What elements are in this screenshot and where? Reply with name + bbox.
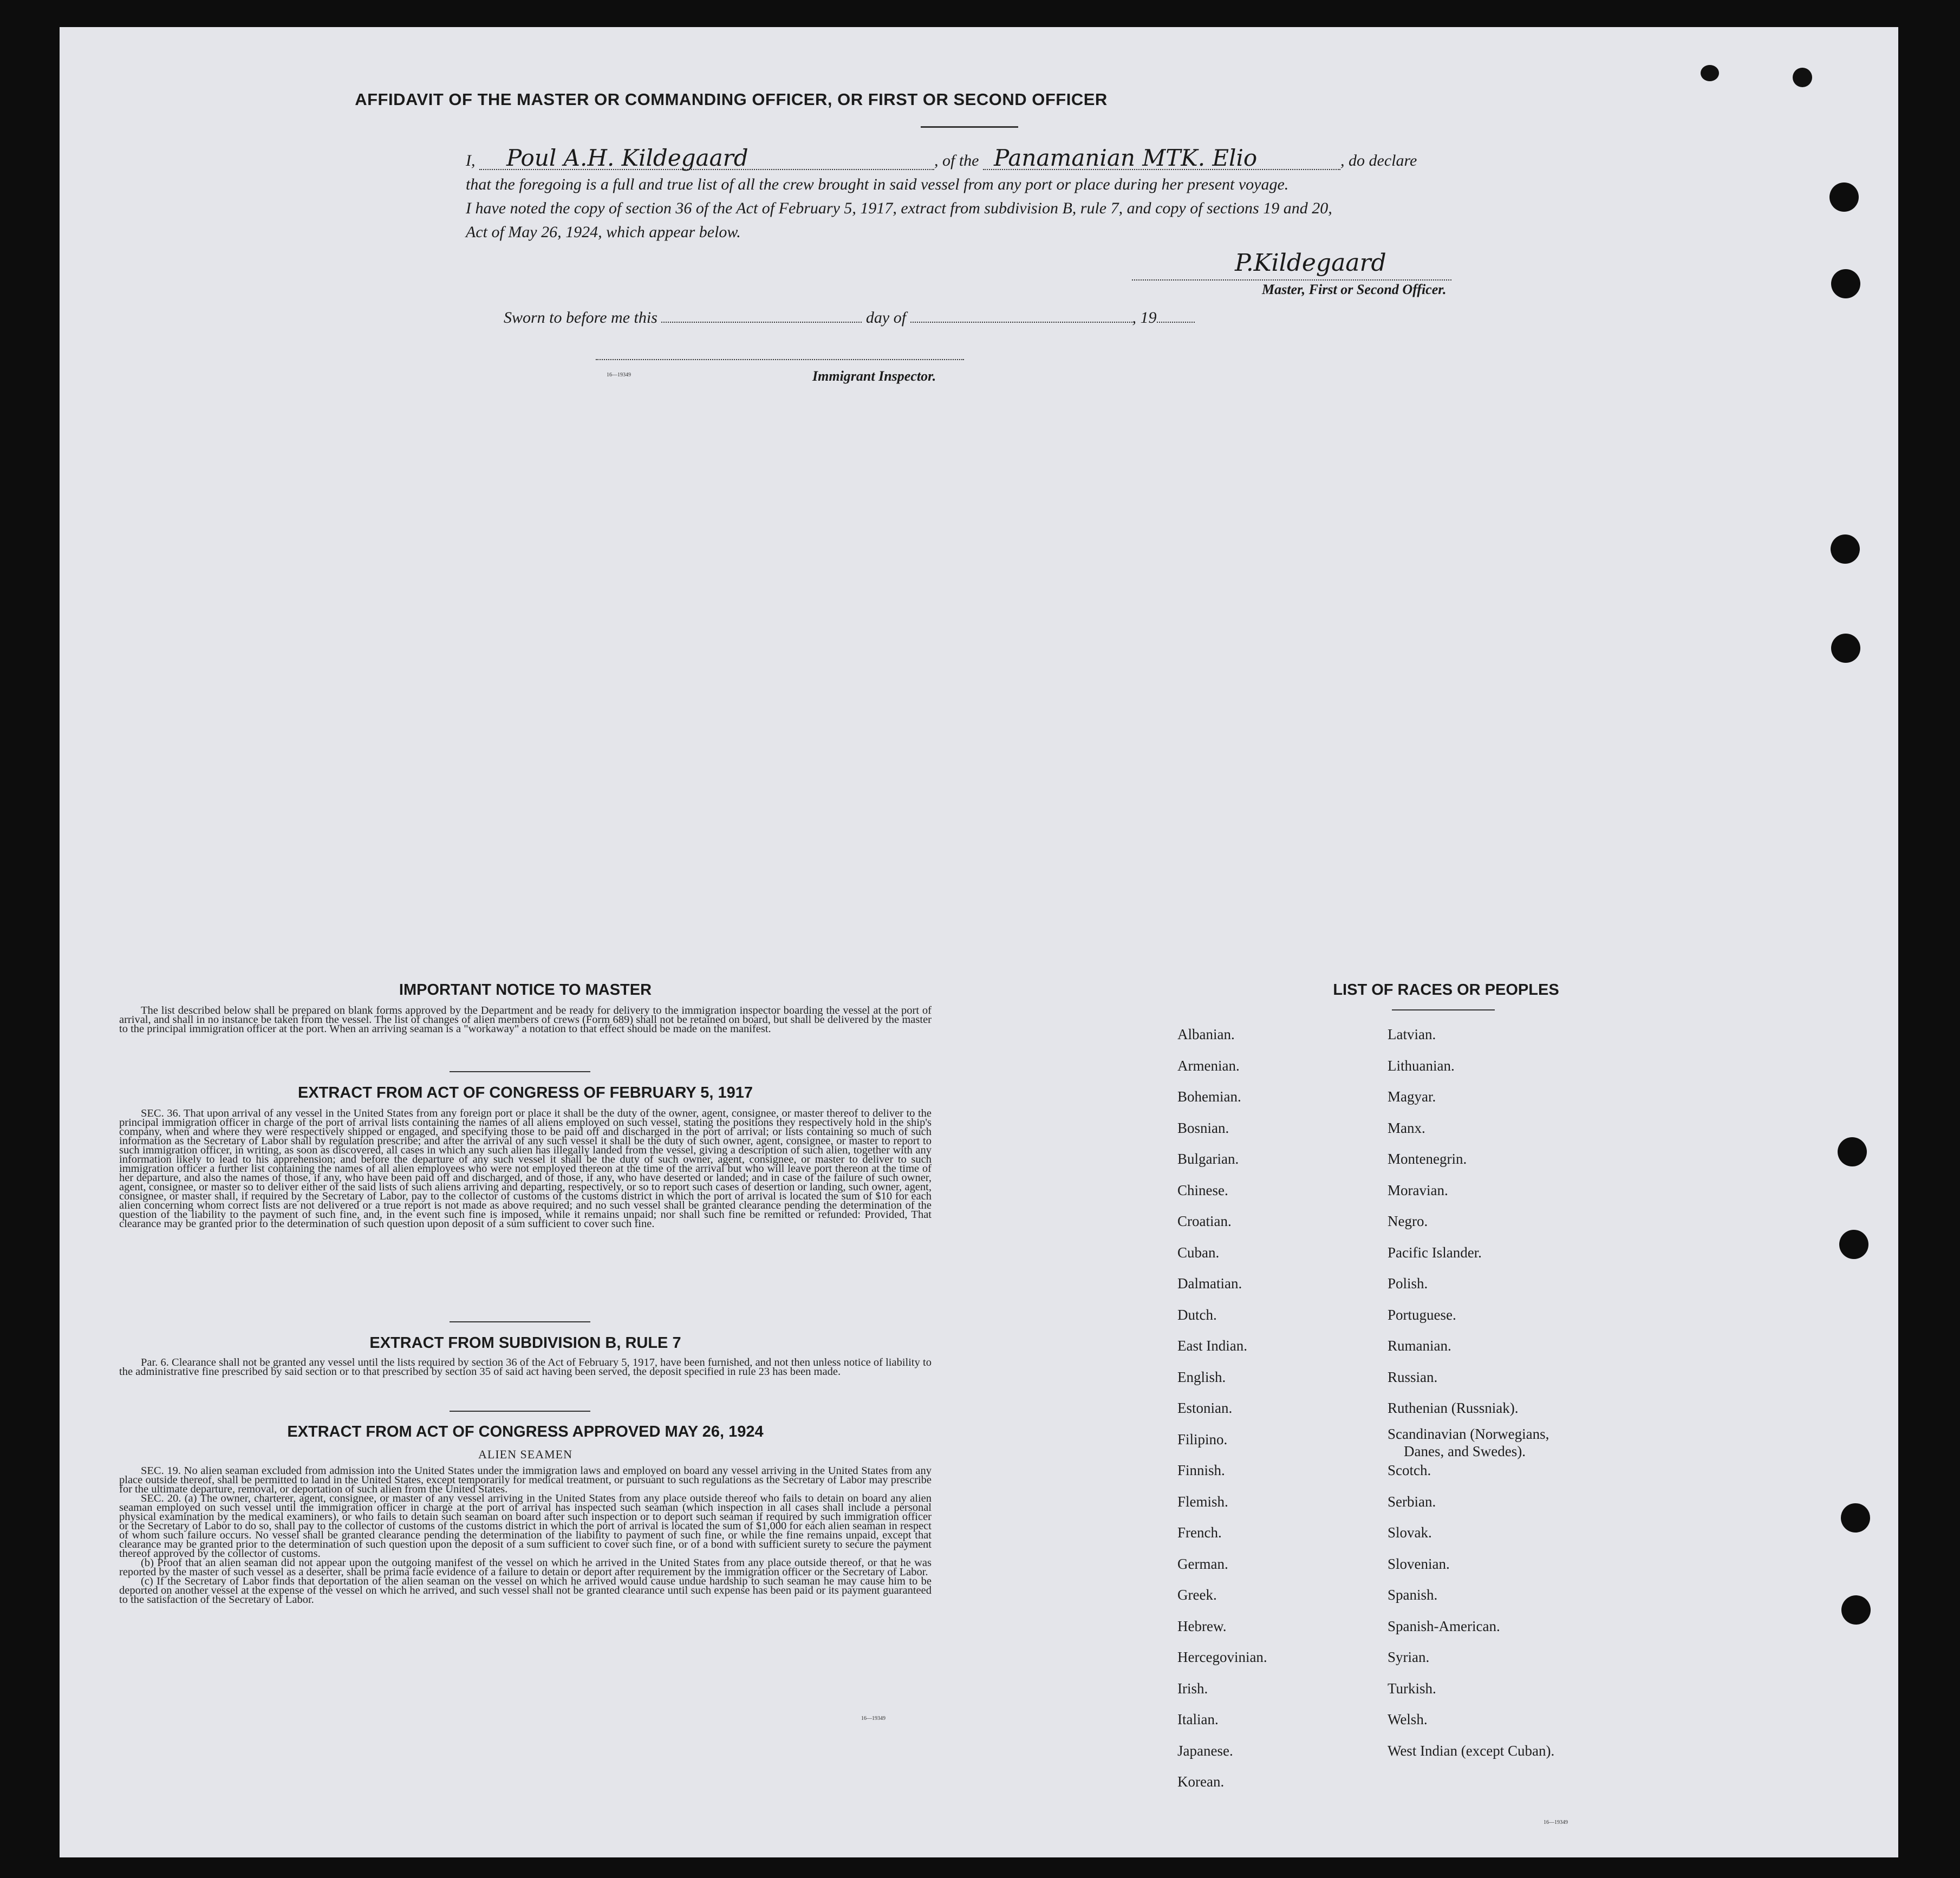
race-item: Russian. (1388, 1368, 1438, 1385)
race-item: Manx. (1388, 1119, 1425, 1136)
race-item: Korean. (1177, 1773, 1225, 1790)
sworn-month-field (910, 322, 1132, 323)
punch-hole (1831, 634, 1860, 663)
declaration-line-2: that the foregoing is a full and true list of all the crew brought in said vessel from any port or place during her present voyage. (466, 175, 1289, 193)
document-page (60, 27, 1898, 1857)
race-item: Hebrew. (1177, 1618, 1227, 1634)
race-item: Serbian. (1388, 1493, 1436, 1510)
race-item: Turkish. (1388, 1680, 1436, 1697)
race-item: Dalmatian. (1177, 1275, 1242, 1292)
race-item: Rumanian. (1388, 1338, 1451, 1354)
sec-20a-text: SEC. 20. (a) The owner, charterer, agent, consignee, or master of any vessel arriving in the United States from any place outside thereof who fails to detain on board any alien seaman employed on such vessel until the immigration officer in charge at the port of arrival has inspected such seaman (which inspection in all cases shall include a personal physical examination by the medical examiners), or who fails to detain such seaman on board after such inspection or to deport such seaman if required by such immigration officer or the Secretary of Labor to do so, shall pay to the collector of customs of the customs district in which the port of arrival is located the sum of $1,000 for each alien seaman in respect of whom such failure occurs. No vessel shall be granted clearance pending the determination of the liability to payment of such fine, or while the fine remains unpaid, except that clearance may be granted prior to the determination of such question upon the deposit of a sum sufficient to cover such fine, or of a bond with sufficient surety to secure the payment thereof approved by the collector of customs. (119, 1492, 932, 1560)
sec-19-text: SEC. 19. No alien seaman excluded from admission into the United States under the immigration laws and employed on board any vessel arriving in the United States from any place outside thereof, shall be permitted to land in the United States, except temporarily for medical treatment, or pursuant to such regulations as the Secretary of Labor may prescribe for the ultimate departure, removal, or deportation of such alien from the United States. (119, 1465, 932, 1495)
race-item: Croatian. (1177, 1213, 1232, 1229)
punch-hole (1829, 182, 1859, 212)
title-divider (921, 126, 1018, 128)
punch-hole (1831, 269, 1860, 298)
race-item: Filipino. (1177, 1431, 1228, 1447)
race-item: Danes, and Swedes). (1404, 1443, 1526, 1459)
race-item: Flemish. (1177, 1493, 1228, 1510)
sworn-day-field (661, 322, 862, 323)
extract-1924-body (119, 1466, 932, 1605)
notice-divider (450, 1071, 590, 1072)
extract-1924-subtitle: ALIEN SEAMEN (478, 1447, 572, 1461)
inspector-line (596, 359, 964, 360)
declaration-line-3: I have noted the copy of section 36 of the Act of February 5, 1917, extract from subdivision B, rule 7, and copy of sections 19 and 20, (466, 199, 1332, 217)
race-item: Bosnian. (1177, 1119, 1229, 1136)
race-item: Chinese. (1177, 1182, 1228, 1198)
races-title: LIST OF RACES OR PEOPLES (1333, 981, 1559, 999)
ink-blot (1701, 65, 1719, 81)
declaration-line-1 (466, 147, 1554, 173)
sworn-year-prefix: , 19 (1132, 309, 1157, 327)
do-declare-text: , do declare (1340, 152, 1417, 169)
race-item: Scotch. (1388, 1462, 1431, 1478)
race-item: Ruthenian (Russniak). (1388, 1400, 1519, 1416)
race-item: Cuban. (1177, 1244, 1220, 1261)
race-item: Hercegovinian. (1177, 1649, 1267, 1665)
race-item: Albanian. (1177, 1026, 1235, 1042)
race-item: Armenian. (1177, 1057, 1240, 1074)
vessel-name-field: Panamanian MTK. Elio (983, 147, 1340, 170)
race-item: English. (1177, 1368, 1226, 1385)
race-item: Italian. (1177, 1711, 1219, 1727)
rule7-title: EXTRACT FROM SUBDIVISION B, RULE 7 (369, 1334, 681, 1352)
race-item: Lithuanian. (1388, 1057, 1455, 1074)
race-item: Polish. (1388, 1275, 1428, 1292)
race-item: German. (1177, 1555, 1228, 1572)
signature-label: Master, First or Second Officer. (1262, 282, 1447, 297)
sec-20b-text: (b) Proof that an alien seaman did not appear upon the outgoing manifest of the vessel on which he arrived in the United States from any place outside thereof, or that he was reported by the master of such vessel as a deserter, shall be prima facie evidence of a failure to detain or deport after requirement by the immigration officer or the Secretary of Labor. (119, 1557, 932, 1578)
extract-1924-title: EXTRACT FROM ACT OF CONGRESS APPROVED MAY 26, 1924 (287, 1423, 764, 1440)
races-divider (1392, 1009, 1495, 1010)
master-signature: P.Kildegaard (1235, 249, 1386, 277)
punch-hole (1838, 1137, 1867, 1166)
rule7-divider (450, 1411, 590, 1412)
race-item: East Indian. (1177, 1338, 1247, 1354)
sec-20c-text: (c) If the Secretary of Labor finds that deportation of the alien seaman on the vessel on which he arrived would cause undue hardship to such seaman he may cause him to be deported on another vessel at the expense of the vessel on which he arrived, and such vessel shall not be granted clearance until such expense has been paid or its payment guaranteed to the satisfaction of the Secretary of Labor. (119, 1575, 932, 1606)
race-item: Montenegrin. (1388, 1151, 1467, 1167)
race-item: French. (1177, 1524, 1222, 1541)
races-list (1177, 1026, 1719, 1828)
race-item: Negro. (1388, 1213, 1428, 1229)
punch-hole (1841, 1595, 1871, 1625)
race-item: Spanish. (1388, 1587, 1438, 1603)
extract-1917-divider (450, 1321, 590, 1322)
declaration-line-4: Act of May 26, 1924, which appear below. (466, 223, 741, 241)
sworn-day-of: day of (865, 309, 907, 327)
punch-hole (1839, 1230, 1868, 1259)
race-item: Syrian. (1388, 1649, 1430, 1665)
extract-1917-title: EXTRACT FROM ACT OF CONGRESS OF FEBRUARY 5, 1917 (297, 1084, 753, 1101)
race-item: Spanish-American. (1388, 1618, 1500, 1634)
sworn-line (504, 309, 1195, 327)
race-item: Irish. (1177, 1680, 1208, 1697)
race-item: Greek. (1177, 1587, 1217, 1603)
race-item: Dutch. (1177, 1306, 1217, 1323)
race-item: Bohemian. (1177, 1088, 1241, 1105)
race-item: Moravian. (1388, 1182, 1448, 1198)
race-item: Scandinavian (Norwegians, (1388, 1425, 1549, 1442)
punch-hole (1831, 534, 1860, 564)
declaration-block (466, 147, 1554, 244)
extract-1917-body: SEC. 36. That upon arrival of any vessel in the United States from any foreign port or place it shall be the duty of the owner, agent, consignee, or master thereof to deliver to the principal immigration officer in charge of the port of arrival lists containing the names of all aliens employed on such vessel, stating the positions they respectively hold in the ship's company, when and where they were respectively shipped or engaged, and specifying those to be paid off and discharged in the port of arrival; or lists containing so much of such information as the Secretary of Labor shall by regulation prescribe; and after the arrival of any such vessel it shall be the duty of such owner, agent, consignee, or master to report to such immigration officer, in writing, as soon as discovered, all cases in which any such alien has illegally landed from the vessel, giving a description of such alien, together with any information likely to lead to his apprehension; and before the departure of any such vessel it shall be the duty of such owner, agent, consignee, or master to deliver to such immigration officer a further list containing the names of all alien employees who were not employed thereon at the time of the arrival but who will leave port thereon at the time of her departure, and also the names of those, if any, who have been paid off and discharged, and of those, if any, who have deserted or landed; and in case of the failure of such owner, agent, consignee, or master so to deliver either of the said lists of such aliens arriving and departing, respectively, or so to report such cases of desertion or landing, such owner, agent, consignee, or master shall, if required by the Secretary of Labor, pay to the collector of customs of the customs district in which the port of arrival is located the sum of $10 for each alien concerning whom correct lists are not delivered or a true report is not made as above required; and no such vessel shall be granted clearance pending the determination of the question of the liability to the payment of such fine, and, in the event such fine is imposed, while it remains unpaid; nor shall such fine be remitted or refunded: Provided, That clearance may be granted prior to the determination of such question upon deposit of a sum sufficient to cover such fine. (119, 1107, 932, 1230)
form-number-top: 16—19349 (607, 372, 631, 378)
ink-blot (1793, 68, 1812, 87)
race-item: Welsh. (1388, 1711, 1428, 1727)
signature-line (1132, 279, 1451, 281)
punch-hole (1841, 1503, 1870, 1533)
form-number-right: 16—19349 (1544, 1820, 1568, 1825)
race-item: Pacific Islander. (1388, 1244, 1482, 1261)
affidavit-title: AFFIDAVIT OF THE MASTER OR COMMANDING OFFICER, OR FIRST OR SECOND OFFICER (355, 90, 1108, 109)
race-item: Portuguese. (1388, 1306, 1456, 1323)
race-item: Japanese. (1177, 1742, 1233, 1759)
race-item: Slovak. (1388, 1524, 1432, 1541)
form-number-left: 16—19349 (861, 1716, 885, 1722)
race-item: Latvian. (1388, 1026, 1436, 1042)
sworn-prefix: Sworn to before me this (504, 309, 657, 327)
race-item: Bulgarian. (1177, 1151, 1239, 1167)
race-item: Slovenian. (1388, 1555, 1450, 1572)
declaration-pronoun: I, (466, 152, 476, 169)
sworn-year-field (1157, 322, 1195, 323)
race-item: Estonian. (1177, 1400, 1233, 1416)
notice-title: IMPORTANT NOTICE TO MASTER (399, 981, 652, 999)
race-item: Magyar. (1388, 1088, 1436, 1105)
of-the-text: , of the (934, 152, 979, 169)
inspector-label: Immigrant Inspector. (812, 368, 936, 384)
master-name-field: Poul A.H. Kildegaard (479, 147, 934, 170)
rule7-body: Par. 6. Clearance shall not be granted any vessel until the lists required by section 36 of the Act of February 5, 1917, have been furnished, and not then unless notice of liability to the administrative fine prescribed by said section or to that prescribed by section 35 of said act having been served, the deposit specified in rule 23 has been made. (119, 1357, 932, 1378)
race-item: West Indian (except Cuban). (1388, 1742, 1555, 1759)
race-item: Finnish. (1177, 1462, 1225, 1478)
notice-body: The list described below shall be prepared on blank forms approved by the Department and be ready for delivery to the immigration inspector boarding the vessel at the port of arrival, and shall in no instance be taken from the vessel. The list of changes of alien members of crews (Form 689) shall not be retained on board, but shall be delivered by the master to the principal immigration officer at the port. When an arriving seaman is a "workaway" a notation to that effect should be made on the manifest. (119, 1005, 932, 1035)
